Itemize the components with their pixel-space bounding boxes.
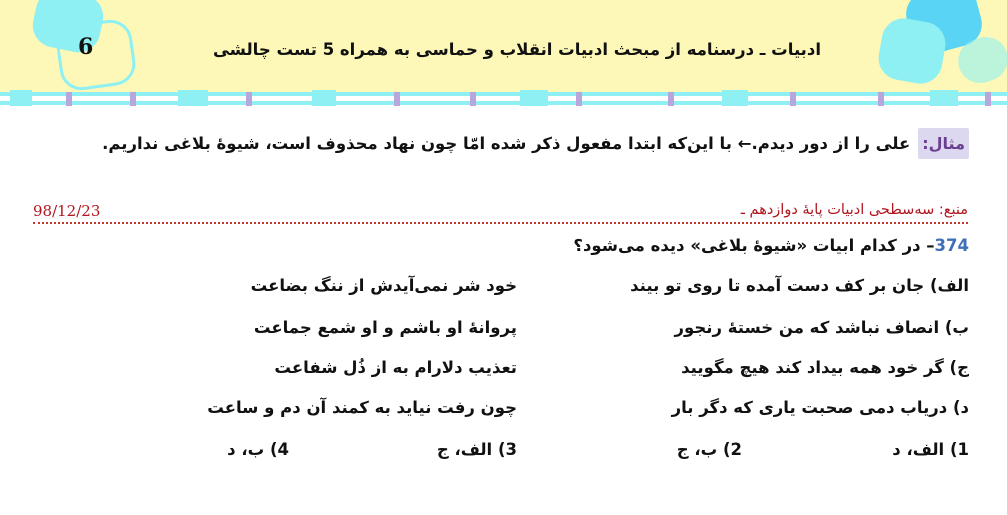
example-block [102, 128, 969, 159]
question-number: 374 [934, 236, 969, 255]
verse-second-hemistich: پروانهٔ او باشم و او شمع جماعت [253, 318, 517, 337]
decorative-stripes [0, 88, 1007, 110]
stripe-purple-mark [66, 92, 72, 106]
answer-option-4[interactable]: 4) ب، د [227, 440, 289, 459]
answer-option-3[interactable]: 3) الف، ج [436, 440, 517, 459]
stripe-block [722, 90, 748, 106]
example-label: مثال: [918, 128, 969, 159]
decor-shape-left-outline [54, 17, 138, 92]
answer-option-2[interactable]: 2) ب، ج [676, 440, 742, 459]
stripe-purple-mark [130, 92, 136, 106]
stripe-block [10, 90, 32, 106]
verse-second-hemistich: چون رفت نیاید به کمند آن دم و ساعت [207, 398, 517, 417]
source-text: منبع: سه‌سطحی ادبیات پایهٔ دوازدهم ـ [740, 202, 968, 218]
stripe-purple-mark [576, 92, 582, 106]
question-text: – در کدام ابیات «شیوهٔ بلاغی» دیده می‌شود؟ [573, 236, 935, 255]
example-text: علی را از دور دیدم.← با این‌که ابتدا مفعول ذکر شده امّا چون نهاد محذوف است، شیوهٔ بلاغی نداریم. [102, 134, 911, 153]
page-number: 6 [78, 34, 94, 60]
stripe-block [930, 90, 958, 106]
stripe-cyan-top [0, 92, 1007, 96]
stripe-purple-mark [790, 92, 796, 106]
page-header [0, 0, 1007, 92]
verse-first-hemistich: د) دریاب دمی صحبت یاری که دگر بار [671, 398, 969, 417]
answer-option-1[interactable]: 1) الف، د [892, 440, 969, 459]
stripe-purple-mark [878, 92, 884, 106]
verse-first-hemistich: ج) گر خود همه بیداد کند هیچ مگویید [681, 358, 969, 377]
question-stem [573, 236, 969, 255]
verse-first-hemistich: ب) انصاف نباشد که من خستهٔ رنجور [674, 318, 969, 337]
verse-second-hemistich: تعذیب دلارام به از ذُل شفاعت [274, 358, 517, 377]
stripe-purple-mark [985, 92, 991, 106]
verse-first-hemistich: الف) جان بر کف دست آمده تا روی تو بیند [630, 276, 969, 295]
page-title: ادبیات ـ درسنامه از مبحث ادبیات انقلاب و حماسی به همراه 5 تست چالشی [212, 40, 821, 59]
stripe-purple-mark [668, 92, 674, 106]
stripe-block [520, 90, 548, 106]
source-date: 98/12/23 [33, 202, 101, 220]
stripe-purple-mark [246, 92, 252, 106]
source-line [33, 202, 968, 224]
stripe-purple-mark [394, 92, 400, 106]
stripe-cyan-bottom [0, 101, 1007, 105]
verse-second-hemistich: خود شر نمی‌آیدش از ننگ بضاعت [250, 276, 517, 295]
stripe-purple-mark [470, 92, 476, 106]
stripe-block [178, 90, 208, 106]
stripe-block [312, 90, 336, 106]
